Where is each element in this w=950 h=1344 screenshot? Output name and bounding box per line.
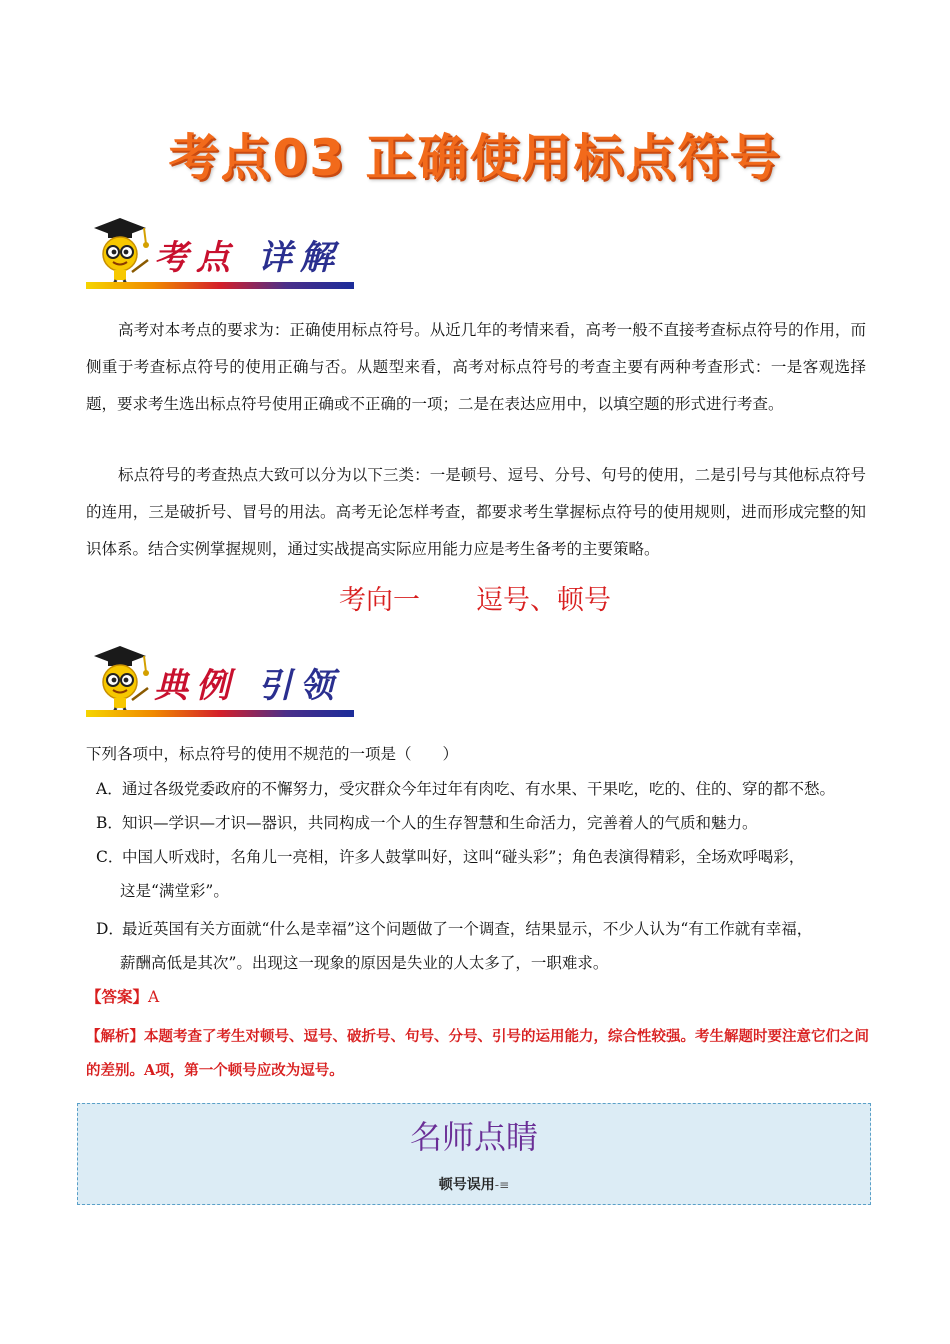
option-letter: B． [96, 814, 123, 832]
section-banner-detail [86, 214, 356, 294]
scholar-mascot-icon [86, 214, 154, 288]
option-c [96, 840, 886, 908]
option-b [96, 806, 886, 840]
option-text-continued: 薪酬高低是其次”。出现这一现象的原因是失业的人太多了，一职难求。 [120, 954, 609, 972]
direction-number: 考向一 [339, 585, 420, 616]
analysis-tag: 【解析】 [86, 1029, 144, 1045]
intro-paragraph-2: 标点符号的考查热点大致可以分为以下三类：一是顿号、逗号、分号、句号的使用，二是引号与其他标点符号的连用，三是破折号、冒号的用法。高考无论怎样考查，都要求考生掌握标点符号的使用规则，进而形成完整的知识体系。结合实例掌握规则，通过实战提高实际应用能力应是考生备考的主要策略。 [86, 466, 866, 558]
tip-title: 名师点睛 [409, 1118, 538, 1156]
option-text: 中国人听戏时，名角儿一亮相，许多人鼓掌叫好，这叫“碰头彩”；角色表演得精彩，全场欢呼喝彩， [122, 848, 805, 866]
scholar-mascot-icon [86, 642, 154, 716]
tip-subtitle-line [78, 1174, 870, 1194]
direction-topic: 逗号、顿号 [476, 585, 611, 616]
section-divider-bar [86, 282, 354, 289]
option-text: 最近英国有关方面就“什么是幸福”这个问题做了一个调查，结果显示，不少人认为“有工作就有幸福， [122, 920, 813, 938]
section-label-part1: 考点 [154, 238, 238, 278]
section-label-part2: 详解 [257, 238, 342, 278]
answer-line [86, 985, 159, 1007]
option-d [96, 912, 886, 980]
option-letter: D． [96, 920, 124, 938]
tip-mark: -≡ [494, 1178, 510, 1192]
analysis-text: 本题考查了考生对顿号、逗号、破折号、句号、分号、引号的运用能力，综合性较强。考生解题时要注意它们之间的差别。A项，第一个顿号应改为逗号。 [86, 1028, 869, 1079]
section-label-detail [154, 230, 342, 279]
direction-heading [0, 578, 950, 617]
option-text-continued: 这是“满堂彩”。 [120, 882, 229, 900]
page-title: 考点03 正确使用标点符号 [168, 129, 782, 187]
option-letter: C． [96, 848, 124, 866]
tip-subtitle: 顿号误用 [438, 1177, 495, 1193]
answer-tag: 【答案】 [86, 988, 149, 1006]
section-divider-bar [86, 710, 354, 717]
teacher-tip-box [77, 1103, 871, 1205]
intro-paragraph-1: 高考对本考点的要求为：正确使用标点符号。从近几年的考情来看，高考一般不直接考查标点符号的作用，而侧重于考查标点符号的使用正确与否。从题型来看，高考对标点符号的考查主要有两种考查形式：一是客观选择题，要求考生选出标点符号使用正确或不正确的一项；二是在表达应用中，以填空题的形式进行考查。 [86, 321, 866, 413]
answer-value: A [148, 988, 160, 1006]
question-stem: 下列各项中，标点符号的使用不规范的一项是（ ） [86, 745, 459, 763]
option-a [96, 772, 886, 806]
option-letter: A． [96, 780, 123, 798]
section-label-example [154, 658, 342, 707]
section-label-part1: 典例 [154, 666, 238, 706]
option-text: 通过各级党委政府的不懈努力，受灾群众今年过年有肉吃、有水果、干果吃，吃的、住的、穿的都不愁。 [122, 780, 836, 798]
section-banner-example [86, 642, 356, 722]
option-text: 知识—学识—才识—器识，共同构成一个人的生存智慧和生命活力，完善着人的气质和魅力。 [122, 814, 758, 832]
analysis-block [86, 1020, 876, 1087]
section-label-part2: 引领 [257, 666, 342, 706]
